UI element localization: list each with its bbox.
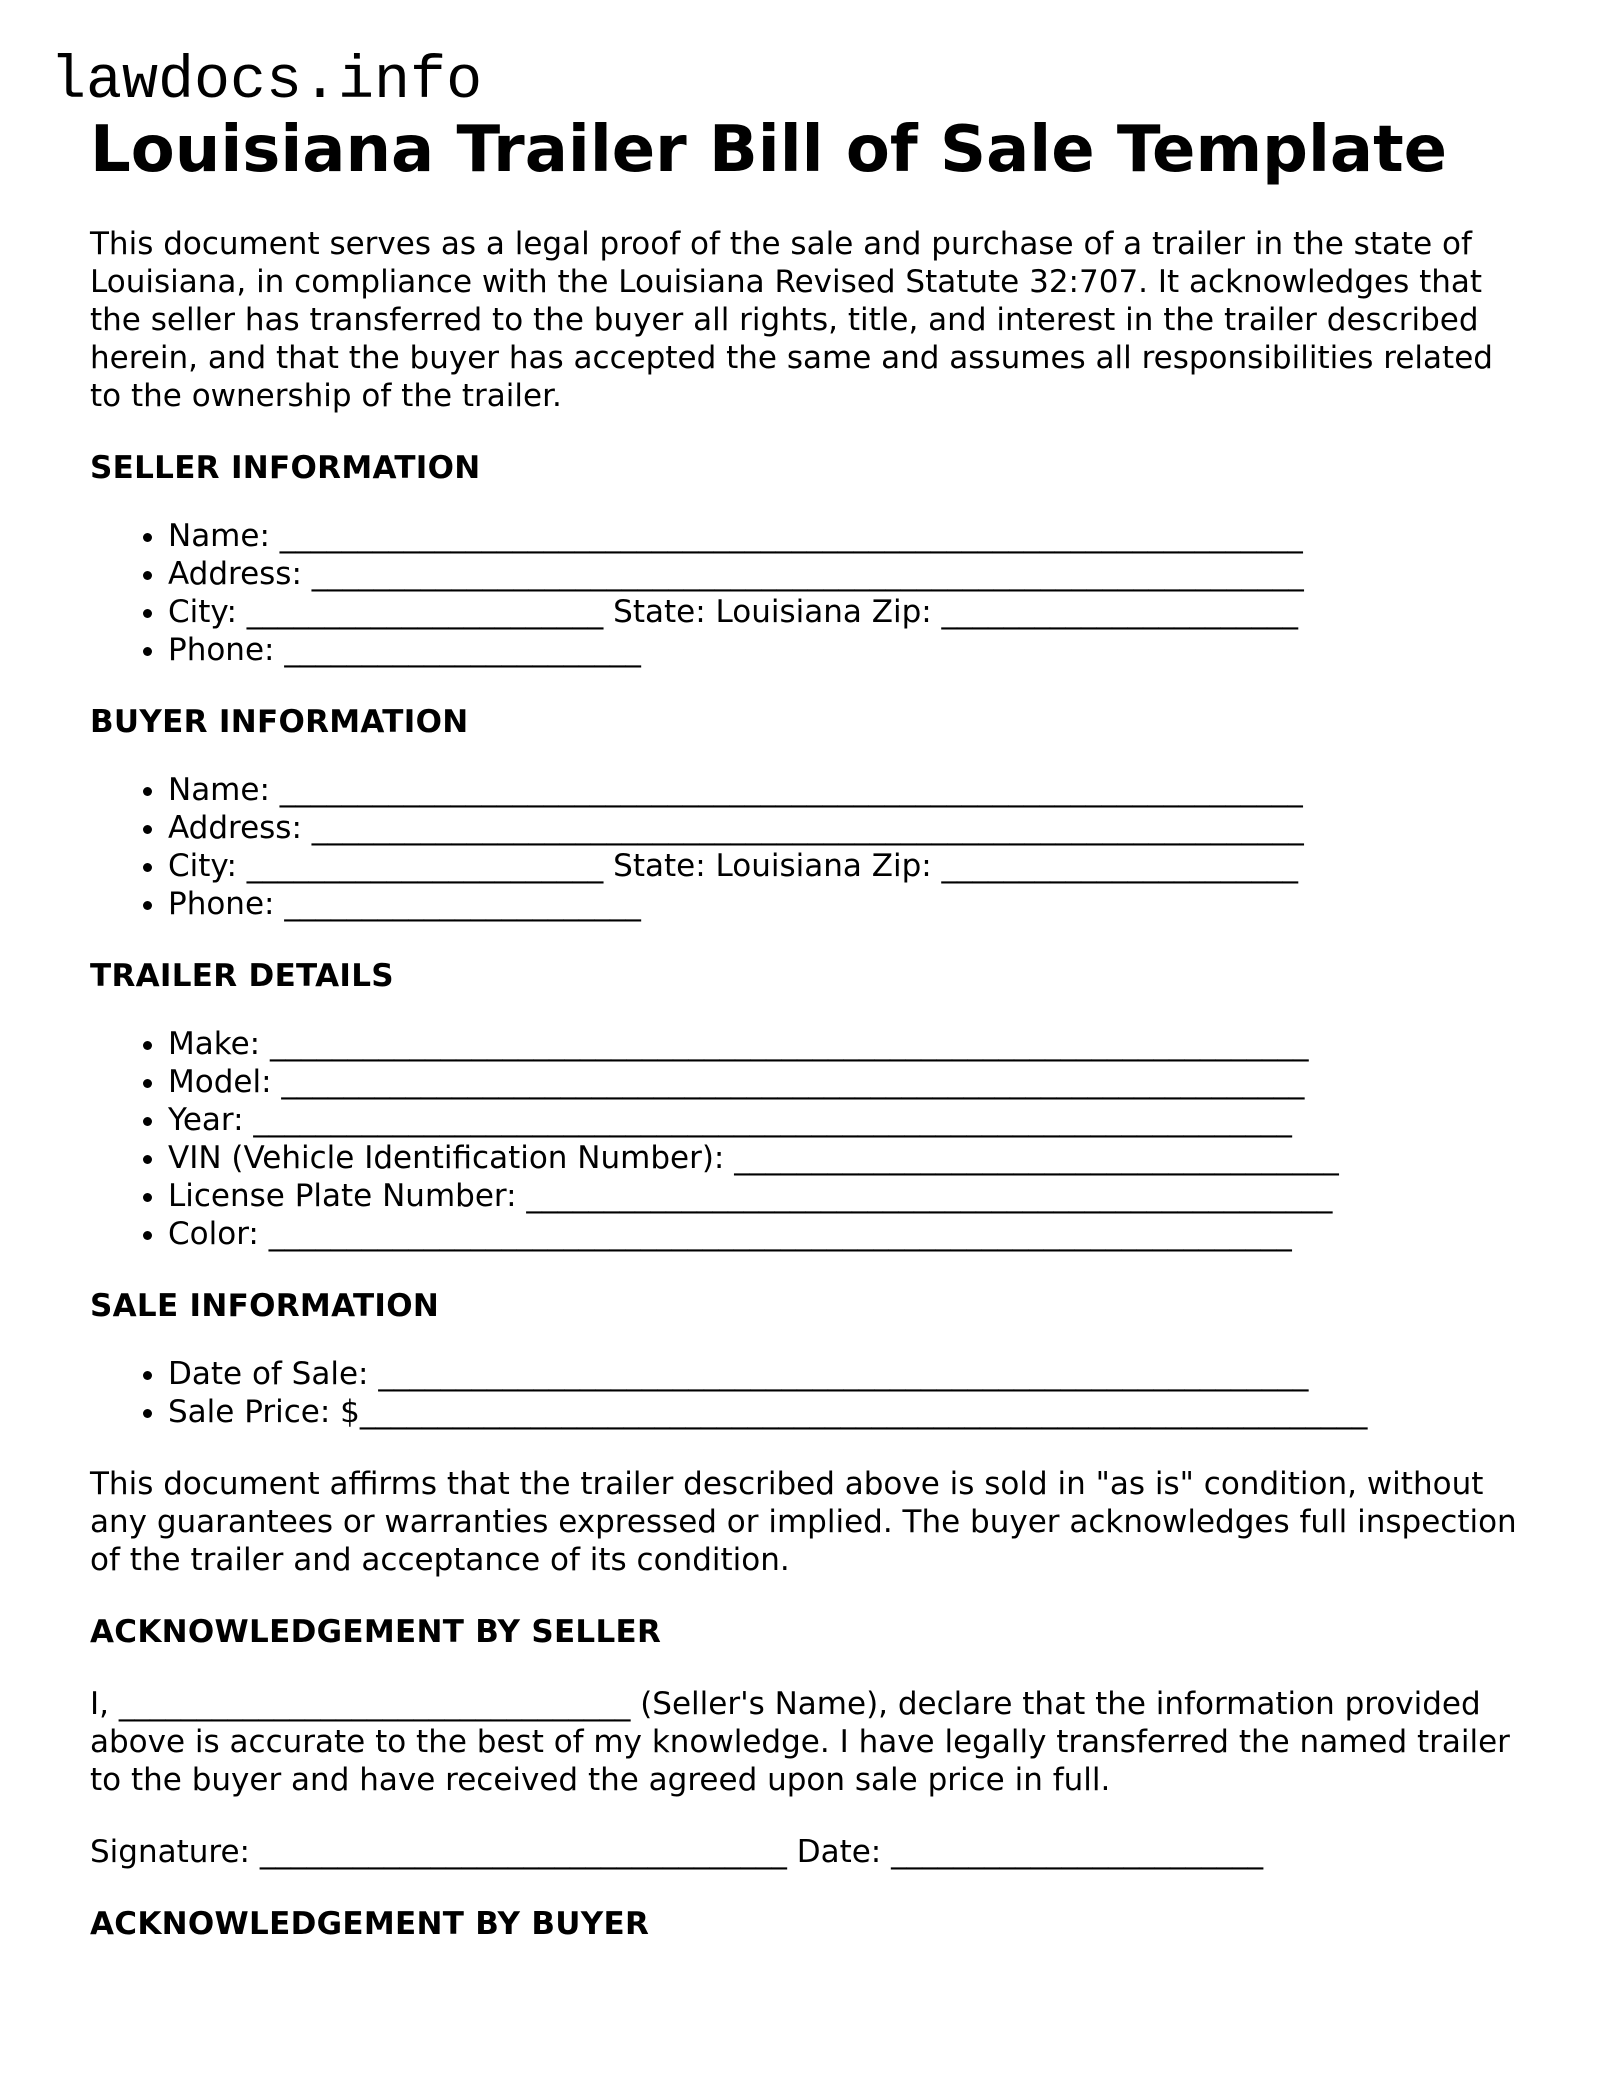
document	[90, 112, 1530, 1943]
seller-city-field[interactable]: • City: _______________________ State: Louisiana Zip: _______________________	[168, 593, 1530, 631]
trailer-list	[90, 1025, 1530, 1253]
trailer-year-field[interactable]: • Year: ___________________________________________________________________	[168, 1101, 1530, 1139]
trailer-make-field[interactable]: • Make: ___________________________________________________________________	[168, 1025, 1530, 1063]
seller-phone-field[interactable]: • Phone: _______________________	[168, 631, 1530, 669]
seller-signature-line[interactable]: Signature: __________________________________ Date: ________________________	[90, 1833, 1264, 1870]
buyer-name-field[interactable]: • Name: __________________________________________________________________	[168, 771, 1530, 809]
buyer-list	[90, 771, 1530, 923]
page-title: Louisiana Trailer Bill of Sale Template	[90, 113, 1448, 187]
trailer-model-field[interactable]: • Model: __________________________________________________________________	[168, 1063, 1530, 1101]
sale-date-field[interactable]: • Date of Sale: ____________________________________________________________	[168, 1355, 1530, 1393]
ack-buyer-heading: ACKNOWLEDGEMENT BY BUYER	[90, 1905, 650, 1942]
trailer-plate-field[interactable]: • License Plate Number: ____________________________________________________	[168, 1177, 1530, 1215]
ack-seller-heading: ACKNOWLEDGEMENT BY SELLER	[90, 1613, 662, 1650]
trailer-heading: TRAILER DETAILS	[90, 957, 394, 994]
seller-heading: SELLER INFORMATION	[90, 449, 481, 486]
sale-heading: SALE INFORMATION	[90, 1287, 440, 1324]
buyer-phone-field[interactable]: • Phone: _______________________	[168, 885, 1530, 923]
trailer-vin-field[interactable]: • VIN (Vehicle Identification Number): _______________________________________	[168, 1139, 1530, 1177]
sale-list	[90, 1355, 1530, 1431]
sale-price-field[interactable]: • Sale Price: $_________________________________________________________________	[168, 1393, 1530, 1431]
buyer-address-field[interactable]: • Address: ________________________________________________________________	[168, 809, 1530, 847]
as-is-paragraph: This document affirms that the trailer described above is sold in "as is" condition, without any guarantees or warranties expressed or implied. The buyer acknowledges full inspection of the trailer and acceptance of its condition.	[90, 1465, 1517, 1578]
trailer-color-field[interactable]: • Color: __________________________________________________________________	[168, 1215, 1530, 1253]
watermark: lawdocs.info	[50, 48, 483, 116]
seller-name-field[interactable]: • Name: __________________________________________________________________	[168, 517, 1530, 555]
seller-address-field[interactable]: • Address: ________________________________________________________________	[168, 555, 1530, 593]
ack-seller-paragraph[interactable]: I, _________________________________ (Seller's Name), declare that the information provided above is accurate to the best of my knowledge. I have legally transferred the named trailer to the buyer and have received the agreed upon sale price in full.	[90, 1685, 1510, 1798]
intro-paragraph: This document serves as a legal proof of the sale and purchase of a trailer in the state of Louisiana, in compliance with the Louisiana Revised Statute 32:707. It acknowledges that the seller has transferred to the buyer all rights, title, and interest in the trailer described herein, and that the buyer has accepted the same and assumes all responsibilities related to the ownership of the trailer.	[90, 225, 1493, 414]
seller-list	[90, 517, 1530, 669]
buyer-heading: BUYER INFORMATION	[90, 703, 469, 740]
buyer-city-field[interactable]: • City: _______________________ State: Louisiana Zip: _______________________	[168, 847, 1530, 885]
